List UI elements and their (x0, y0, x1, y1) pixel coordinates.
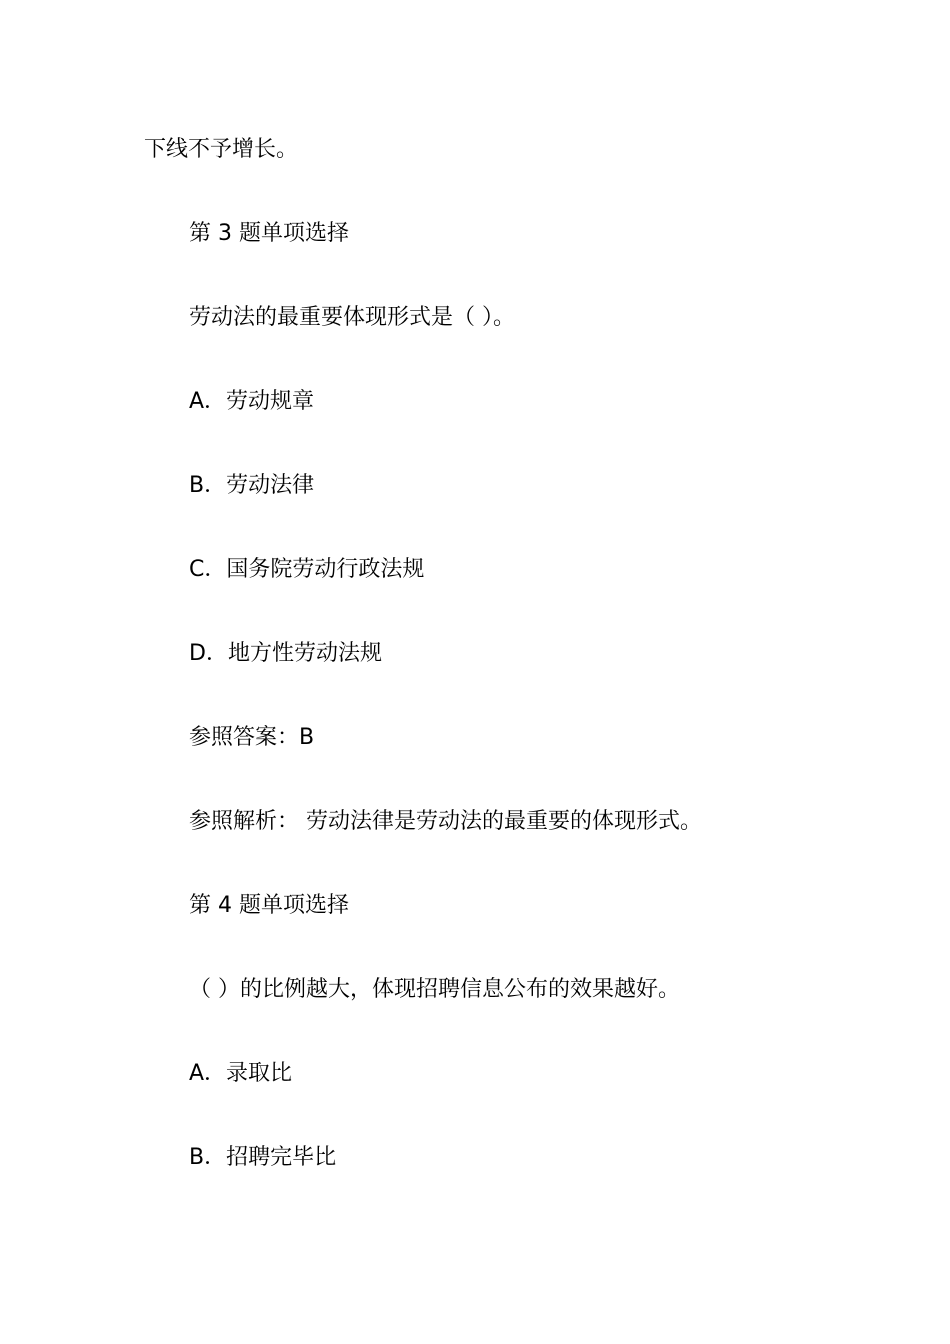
question-4-stem: （ ）的比例越大，体现招聘信息公布的效果越好。 (189, 977, 680, 1002)
question-3-option-d: D．地方性劳动法规 (189, 641, 382, 666)
question-3-answer: 参照答案：B (189, 725, 315, 750)
question-3-stem: 劳动法的最重要体现形式是（ ）。 (189, 305, 515, 330)
question-3-option-b: B．劳动法律 (189, 473, 315, 498)
question-3-option-a: A．劳动规章 (189, 389, 315, 414)
continuation-text: 下线不予增长。 (144, 137, 299, 162)
question-4-header: 第 4 题单项选择 (189, 893, 349, 918)
question-3-analysis: 参照解析： 劳动法律是劳动法的最重要的体现形式。 (189, 809, 702, 834)
question-3-option-c: C．国务院劳动行政法规 (189, 557, 425, 582)
question-4-option-a: A．录取比 (189, 1061, 293, 1086)
question-4-option-b: B．招聘完毕比 (189, 1145, 337, 1170)
question-3-header: 第 3 题单项选择 (189, 221, 349, 246)
